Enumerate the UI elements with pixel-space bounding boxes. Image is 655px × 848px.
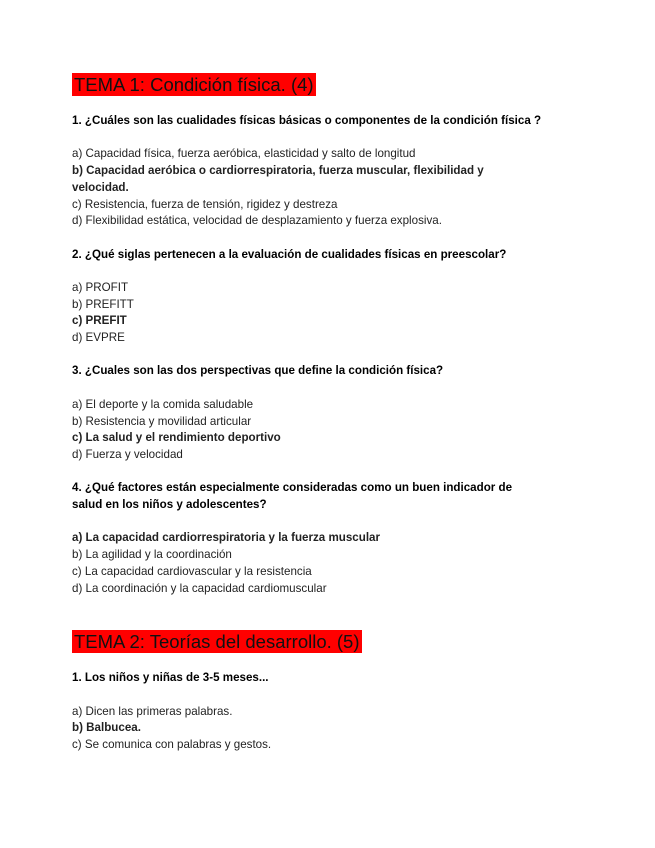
section (72, 73, 542, 597)
spacer (72, 464, 542, 481)
answer-option: b) Resistencia y movilidad articular (72, 414, 252, 428)
question-text: 4. ¿Qué factores están especialmente consideradas como un buen indicador de salud en los niños y adolescentes? (72, 481, 513, 512)
spacer (72, 263, 542, 280)
answer-option: a) PROFIT (72, 280, 129, 294)
spacer (72, 380, 542, 397)
answer-option: d) La coordinación y la capacidad cardiomuscular (72, 581, 327, 595)
section-title-wrap (72, 73, 542, 96)
answer-option: d) Flexibilidad estática, velocidad de desplazamiento y fuerza explosiva. (72, 214, 442, 228)
section (72, 630, 542, 754)
correct-answer: b) Balbucea. (72, 721, 141, 735)
document-page (72, 73, 542, 754)
question-block (72, 464, 542, 598)
spacer (72, 514, 542, 531)
section-title: TEMA 2: Teorías del desarrollo. (5) (74, 631, 360, 653)
answer-option: c) Se comunica con palabras y gestos. (72, 738, 272, 752)
answer-option: a) Capacidad física, fuerza aeróbica, elasticidad y salto de longitud (72, 147, 416, 161)
section-title-wrap (72, 630, 542, 653)
spacer (72, 230, 542, 247)
question-text: 1. ¿Cuáles son las cualidades físicas básicas o componentes de la condición física ? (72, 114, 542, 127)
question-block (72, 670, 542, 754)
answer-option: c) Resistencia, fuerza de tensión, rigidez y destreza (72, 197, 338, 211)
spacer (72, 130, 542, 147)
question-text: 2. ¿Qué siglas pertenecen a la evaluación de cualidades físicas en preescolar? (72, 247, 507, 261)
answer-option: b) PREFITT (72, 297, 134, 311)
question-block (72, 113, 542, 230)
question-text: 1. Los niños y niñas de 3-5 meses... (72, 671, 269, 685)
spacer (72, 687, 542, 704)
answer-option: c) La capacidad cardiovascular y la resistencia (72, 564, 312, 578)
question-text: 3. ¿Cuales son las dos perspectivas que define la condición física? (72, 364, 444, 378)
answer-option: b) La agilidad y la coordinación (72, 548, 232, 562)
question-block (72, 230, 542, 347)
answer-option: d) Fuerza y velocidad (72, 447, 183, 461)
correct-answer: a) La capacidad cardiorrespiratoria y la fuerza muscular (72, 531, 381, 545)
spacer (72, 347, 542, 364)
answer-option: a) Dicen las primeras palabras. (72, 704, 233, 718)
section-title: TEMA 1: Condición física. (4) (74, 74, 314, 95)
question-block (72, 347, 542, 464)
answer-option: a) El deporte y la comida saludable (72, 397, 254, 411)
correct-answer: c) PREFIT (72, 314, 127, 328)
answer-option: d) EVPRE (72, 331, 125, 345)
correct-answer: b) Capacidad aeróbica o cardiorrespiratoria, fuerza muscular, flexibilidad y velocidad. (72, 164, 484, 194)
correct-answer: c) La salud y el rendimiento deportivo (72, 431, 281, 445)
